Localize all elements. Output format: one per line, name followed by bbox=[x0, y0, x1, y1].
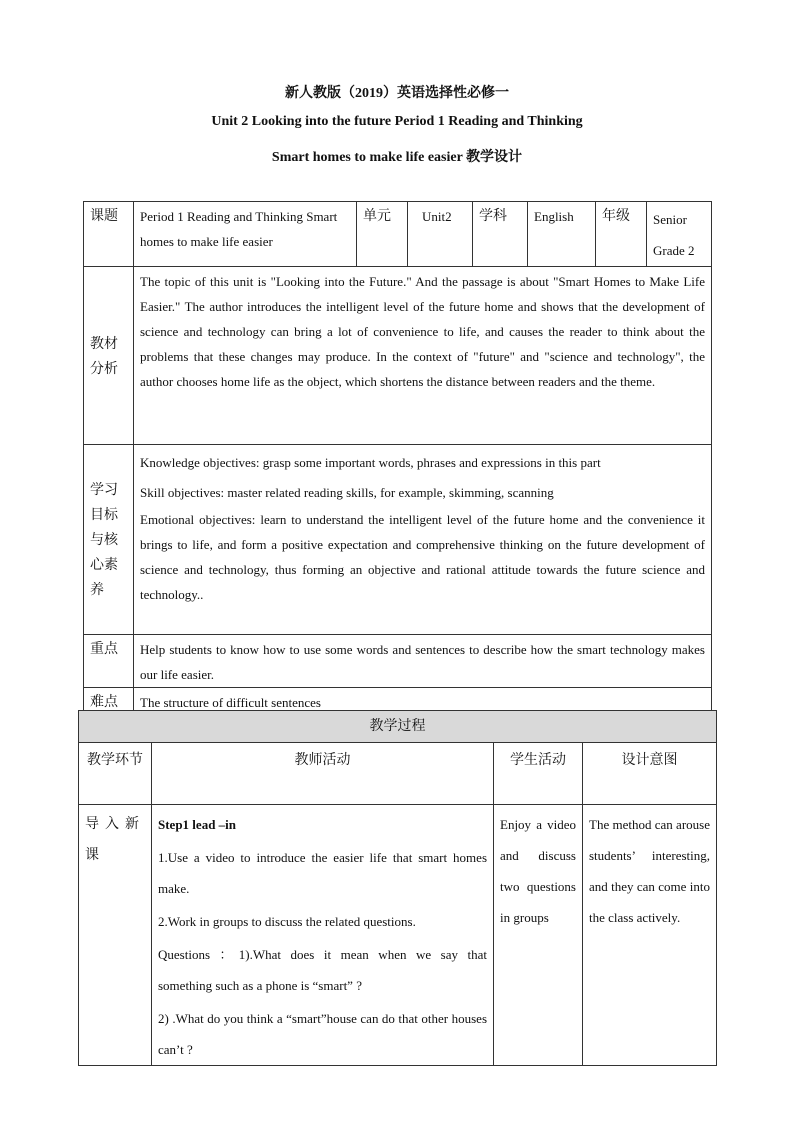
doc-title: 新人教版（2019）英语选择性必修一 bbox=[285, 86, 509, 101]
step-title: Step1 lead –in bbox=[158, 817, 237, 832]
row-analysis bbox=[84, 267, 712, 445]
header-teacher: 教师活动 bbox=[294, 752, 351, 768]
process-table bbox=[78, 710, 717, 1066]
subject-value: English bbox=[534, 209, 574, 224]
doc-lesson-title: Smart homes to make life easier 教学设计 bbox=[271, 150, 523, 165]
design-intent: The method can arouse students’ interesting, and they can come into the class actively. bbox=[589, 817, 710, 925]
row-topic bbox=[84, 202, 712, 267]
info-table bbox=[83, 201, 712, 716]
difficulties-text: The structure of difficult sentences bbox=[140, 695, 321, 710]
difficulties-label: 难点 bbox=[90, 694, 118, 710]
analysis-label: 教材分析 bbox=[90, 335, 118, 377]
step-item-1: 1.Use a video to introduce the easier life that smart homes make. bbox=[158, 850, 487, 896]
key-points-text: Help students to know how to use some words and sentences to describe how the smart technology makes our life easier. bbox=[140, 642, 705, 682]
emotional-objectives: Emotional objectives: learn to understand the intelligent level of the future home and the convenience it brings to life, and form a positive expectation and comprehensive thinking on the future development of science and technology, thus forming an objective and rational attitude towards the future science and technology.. bbox=[140, 512, 705, 602]
skill-objectives: Skill objectives: master related reading skills, for example, skimming, scanning bbox=[140, 485, 554, 500]
subject-label: 学科 bbox=[479, 208, 507, 224]
student-activity: Enjoy a video and discuss two questions in groups bbox=[500, 817, 576, 925]
unit-value: Unit2 bbox=[422, 209, 452, 224]
process-title-row bbox=[79, 711, 717, 743]
header-stage: 教学环节 bbox=[87, 752, 143, 768]
header-intent: 设计意图 bbox=[621, 752, 678, 768]
header-student: 学生活动 bbox=[510, 752, 566, 768]
analysis-text: The topic of this unit is "Looking into the Future." And the passage is about "Smart Homes to Make Life Easier." The author introduces the intelligent level of the future home and shows that the development of science and technology can bring a lot of convenience to life, and causes the reader to think about the problems that these changes may produce. In the context of "future" and "science and technology", the author chooses home life as the object, which shortens the distance between readers and the theme. bbox=[140, 274, 705, 389]
grade-value: Senior Grade 2 bbox=[653, 212, 695, 258]
process-header-row bbox=[79, 743, 717, 805]
topic-label: 课题 bbox=[90, 208, 118, 224]
step-item-2: 2.Work in groups to discuss the related questions. bbox=[158, 914, 416, 929]
row-key-points bbox=[84, 635, 712, 688]
grade-label: 年级 bbox=[602, 208, 630, 224]
stage-value: 导入新课 bbox=[85, 816, 145, 863]
process-row-lead-in bbox=[79, 805, 717, 1066]
knowledge-objectives: Knowledge objectives: grasp some important words, phrases and expressions in this part bbox=[140, 455, 601, 470]
key-points-label: 重点 bbox=[90, 641, 118, 657]
objectives-label: 学习目标与核心素养 bbox=[90, 482, 118, 598]
process-title: 教学过程 bbox=[369, 718, 426, 734]
step-item-4: 2) .What do you think a “smart”house can do that other houses can’t ? bbox=[158, 1011, 487, 1057]
unit-label: 单元 bbox=[363, 208, 391, 224]
step-item-3: Questions ：1).What does it mean when we say that something such as a phone is “smart” ? bbox=[158, 947, 487, 993]
doc-subtitle: Unit 2 Looking into the future Period 1 Reading and Thinking bbox=[211, 114, 583, 129]
row-objectives bbox=[84, 445, 712, 635]
topic-value: Period 1 Reading and Thinking Smart homes to make life easier bbox=[140, 209, 338, 249]
